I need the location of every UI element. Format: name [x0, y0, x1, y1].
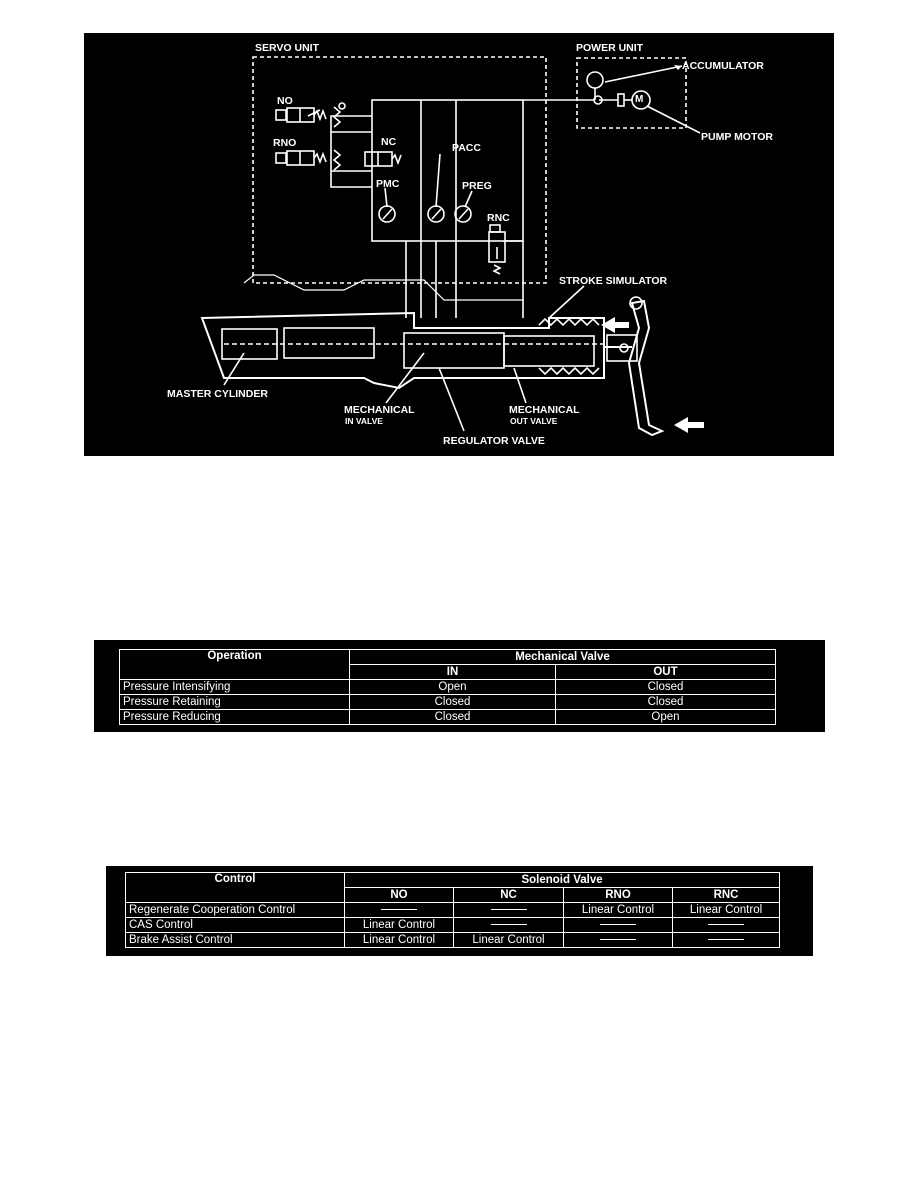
- row-label: Pressure Intensifying: [120, 680, 350, 695]
- header-solenoid-valve: Solenoid Valve: [345, 873, 780, 888]
- table-row: [126, 933, 780, 948]
- label-pacc: PACC: [452, 142, 481, 154]
- label-pump-motor: PUMP MOTOR: [701, 131, 773, 143]
- cell-rnc: [673, 918, 780, 933]
- cell-nc: [454, 903, 564, 918]
- row-label: Pressure Retaining: [120, 695, 350, 710]
- dash-mark: [381, 909, 417, 910]
- accumulator-symbol: [587, 72, 603, 88]
- cell-no: Linear Control: [345, 933, 454, 948]
- cell-out: Closed: [556, 695, 776, 710]
- mechanical-valve-table-panel: [94, 640, 825, 732]
- master-cylinder-body: [202, 313, 604, 388]
- table-row: [120, 710, 776, 725]
- dash-mark: [708, 939, 744, 940]
- label-accumulator: ACCUMULATOR: [682, 60, 764, 72]
- cell-out: Open: [556, 710, 776, 725]
- label-motor-symbol: M: [635, 94, 644, 105]
- label-servo-unit: SERVO UNIT: [255, 42, 319, 54]
- table-row: [126, 903, 780, 918]
- cell-rnc: [673, 933, 780, 948]
- label-regulator-valve: REGULATOR VALVE: [443, 435, 545, 447]
- arrow-pedal: [674, 417, 704, 433]
- dash-mark: [600, 939, 636, 940]
- row-label: CAS Control: [126, 918, 345, 933]
- header-mechanical-valve: Mechanical Valve: [350, 650, 776, 665]
- label-preg: PREG: [462, 180, 492, 192]
- dash-mark: [491, 924, 527, 925]
- header-operation: Operation: [120, 650, 350, 680]
- label-master-cylinder: MASTER CYLINDER: [167, 388, 268, 400]
- label-pmc: PMC: [376, 178, 400, 190]
- dash-mark: [708, 924, 744, 925]
- servo-unit-box: [253, 57, 546, 283]
- label-rno: RNO: [273, 137, 297, 149]
- cell-rnc: Linear Control: [673, 903, 780, 918]
- header-rnc: RNC: [673, 888, 780, 903]
- header-rno: RNO: [564, 888, 673, 903]
- label-stroke-simulator: STROKE SIMULATOR: [559, 275, 668, 287]
- header-no: NO: [345, 888, 454, 903]
- cell-nc: [454, 918, 564, 933]
- cell-no: Linear Control: [345, 918, 454, 933]
- table-row: [120, 695, 776, 710]
- solenoid-valve-table: [125, 872, 780, 948]
- row-label: Pressure Reducing: [120, 710, 350, 725]
- cell-in: Open: [350, 680, 556, 695]
- row-label: Brake Assist Control: [126, 933, 345, 948]
- cell-rno: Linear Control: [564, 903, 673, 918]
- label-nc: NC: [381, 136, 397, 148]
- label-mechanical-in-2: IN VALVE: [345, 416, 383, 426]
- cell-nc: Linear Control: [454, 933, 564, 948]
- cell-rno: [564, 918, 673, 933]
- mechanical-valve-table: [119, 649, 776, 725]
- cell-in: Closed: [350, 710, 556, 725]
- arrow-stroke: [601, 317, 629, 333]
- table-row: [126, 918, 780, 933]
- label-power-unit: POWER UNIT: [576, 42, 644, 54]
- cell-no: [345, 903, 454, 918]
- cell-rno: [564, 933, 673, 948]
- brake-pedal: [629, 301, 662, 435]
- solenoid-valve-table-panel: [106, 866, 813, 956]
- label-no: NO: [277, 95, 293, 107]
- dash-mark: [491, 909, 527, 910]
- row-label: Regenerate Cooperation Control: [126, 903, 345, 918]
- label-mechanical-out-2: OUT VALVE: [510, 416, 558, 426]
- label-mechanical-in-1: MECHANICAL: [344, 404, 415, 416]
- dash-mark: [600, 924, 636, 925]
- header-nc: NC: [454, 888, 564, 903]
- header-out: OUT: [556, 665, 776, 680]
- cell-in: Closed: [350, 695, 556, 710]
- header-in: IN: [350, 665, 556, 680]
- label-mechanical-out-1: MECHANICAL: [509, 404, 580, 416]
- table-row: [120, 680, 776, 695]
- brake-system-diagram: [84, 33, 834, 456]
- cell-out: Closed: [556, 680, 776, 695]
- label-rnc: RNC: [487, 212, 510, 224]
- header-control: Control: [126, 873, 345, 903]
